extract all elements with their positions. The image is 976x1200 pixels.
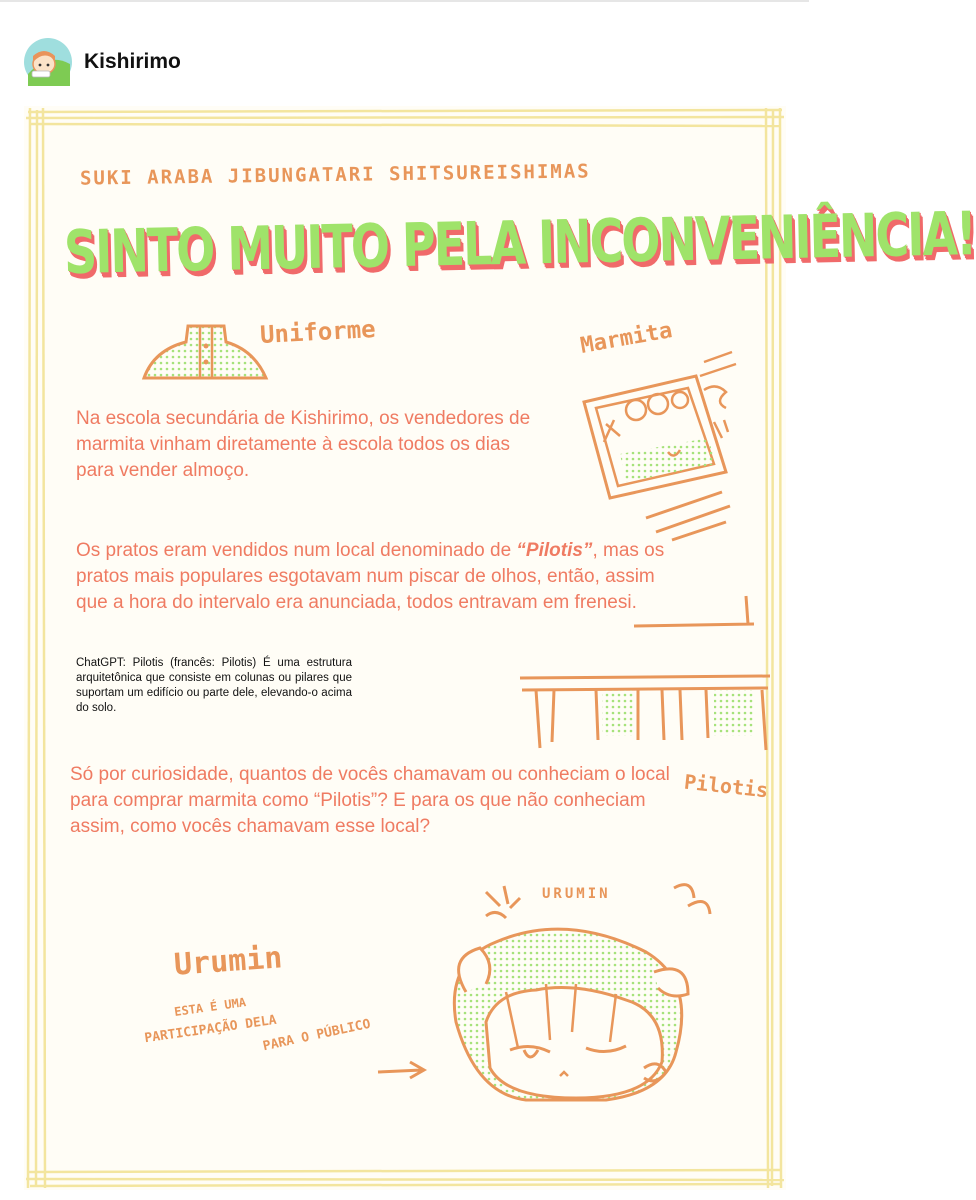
bento-box-drawing — [576, 342, 746, 542]
paragraph-question: Só por curiosidade, quantos de vocês chamavam ou conheciam o local para comprar marmita como “Pilotis”? E para os que não conheciam assim, como vocês chamavam esse local? — [70, 764, 670, 837]
urumin-small-label: URUMIN — [542, 886, 611, 902]
pilotis-label: Pilotis — [682, 769, 770, 803]
note-line-3: PARA O PÚBLICO — [261, 1016, 372, 1055]
urumin-big-label: Urumin — [172, 940, 284, 983]
urumin-character-drawing — [426, 872, 726, 1122]
romaji-subtitle: SUKI ARABA JIBUNGATARI SHITSUREISHIMAS — [79, 160, 591, 190]
comic-title: SINTO MUITO PELA INCONVENIÊNCIA! — [63, 198, 976, 288]
uniform-drawing — [134, 318, 274, 388]
avatar-character-icon — [24, 38, 72, 86]
post-header — [24, 38, 181, 86]
top-divider — [0, 0, 809, 2]
comic-page — [24, 106, 976, 1190]
author-name[interactable]: Kishirimo — [84, 50, 181, 73]
paragraph-pilotis-end: , mas os pratos mais populares esgotavam num piscar de olhos, então, assim que a hora do intervalo era anunciada, todos entravam em frenesi. — [76, 540, 665, 613]
paragraph-intro: Na escola secundária de Kishirimo, os vendedores de marmita vinham diretamente à escola todos os dias para vender almoço. — [76, 408, 531, 481]
arrow-icon — [374, 1056, 434, 1086]
pilotis-emphasis: “Pilotis” — [516, 540, 593, 561]
uniform-label: Uniforme — [259, 314, 377, 350]
note-line-1: ESTA É UMA — [173, 995, 247, 1019]
pilotis-building-drawing — [514, 590, 782, 750]
marmita-label: Marmita — [578, 318, 675, 359]
paragraph-pilotis-start: Os pratos eram vendidos num local denominado de — [76, 540, 517, 561]
note-line-2: PARTICIPAÇÃO DELA — [143, 1012, 278, 1047]
chatgpt-note: ChatGPT: Pilotis (francês: Pilotis) É uma estrutura arquitetônica que consiste em colunas ou pilares que suportam um edifício ou parte dele, elevando-o acima do solo. — [76, 657, 352, 714]
avatar[interactable] — [24, 38, 72, 86]
